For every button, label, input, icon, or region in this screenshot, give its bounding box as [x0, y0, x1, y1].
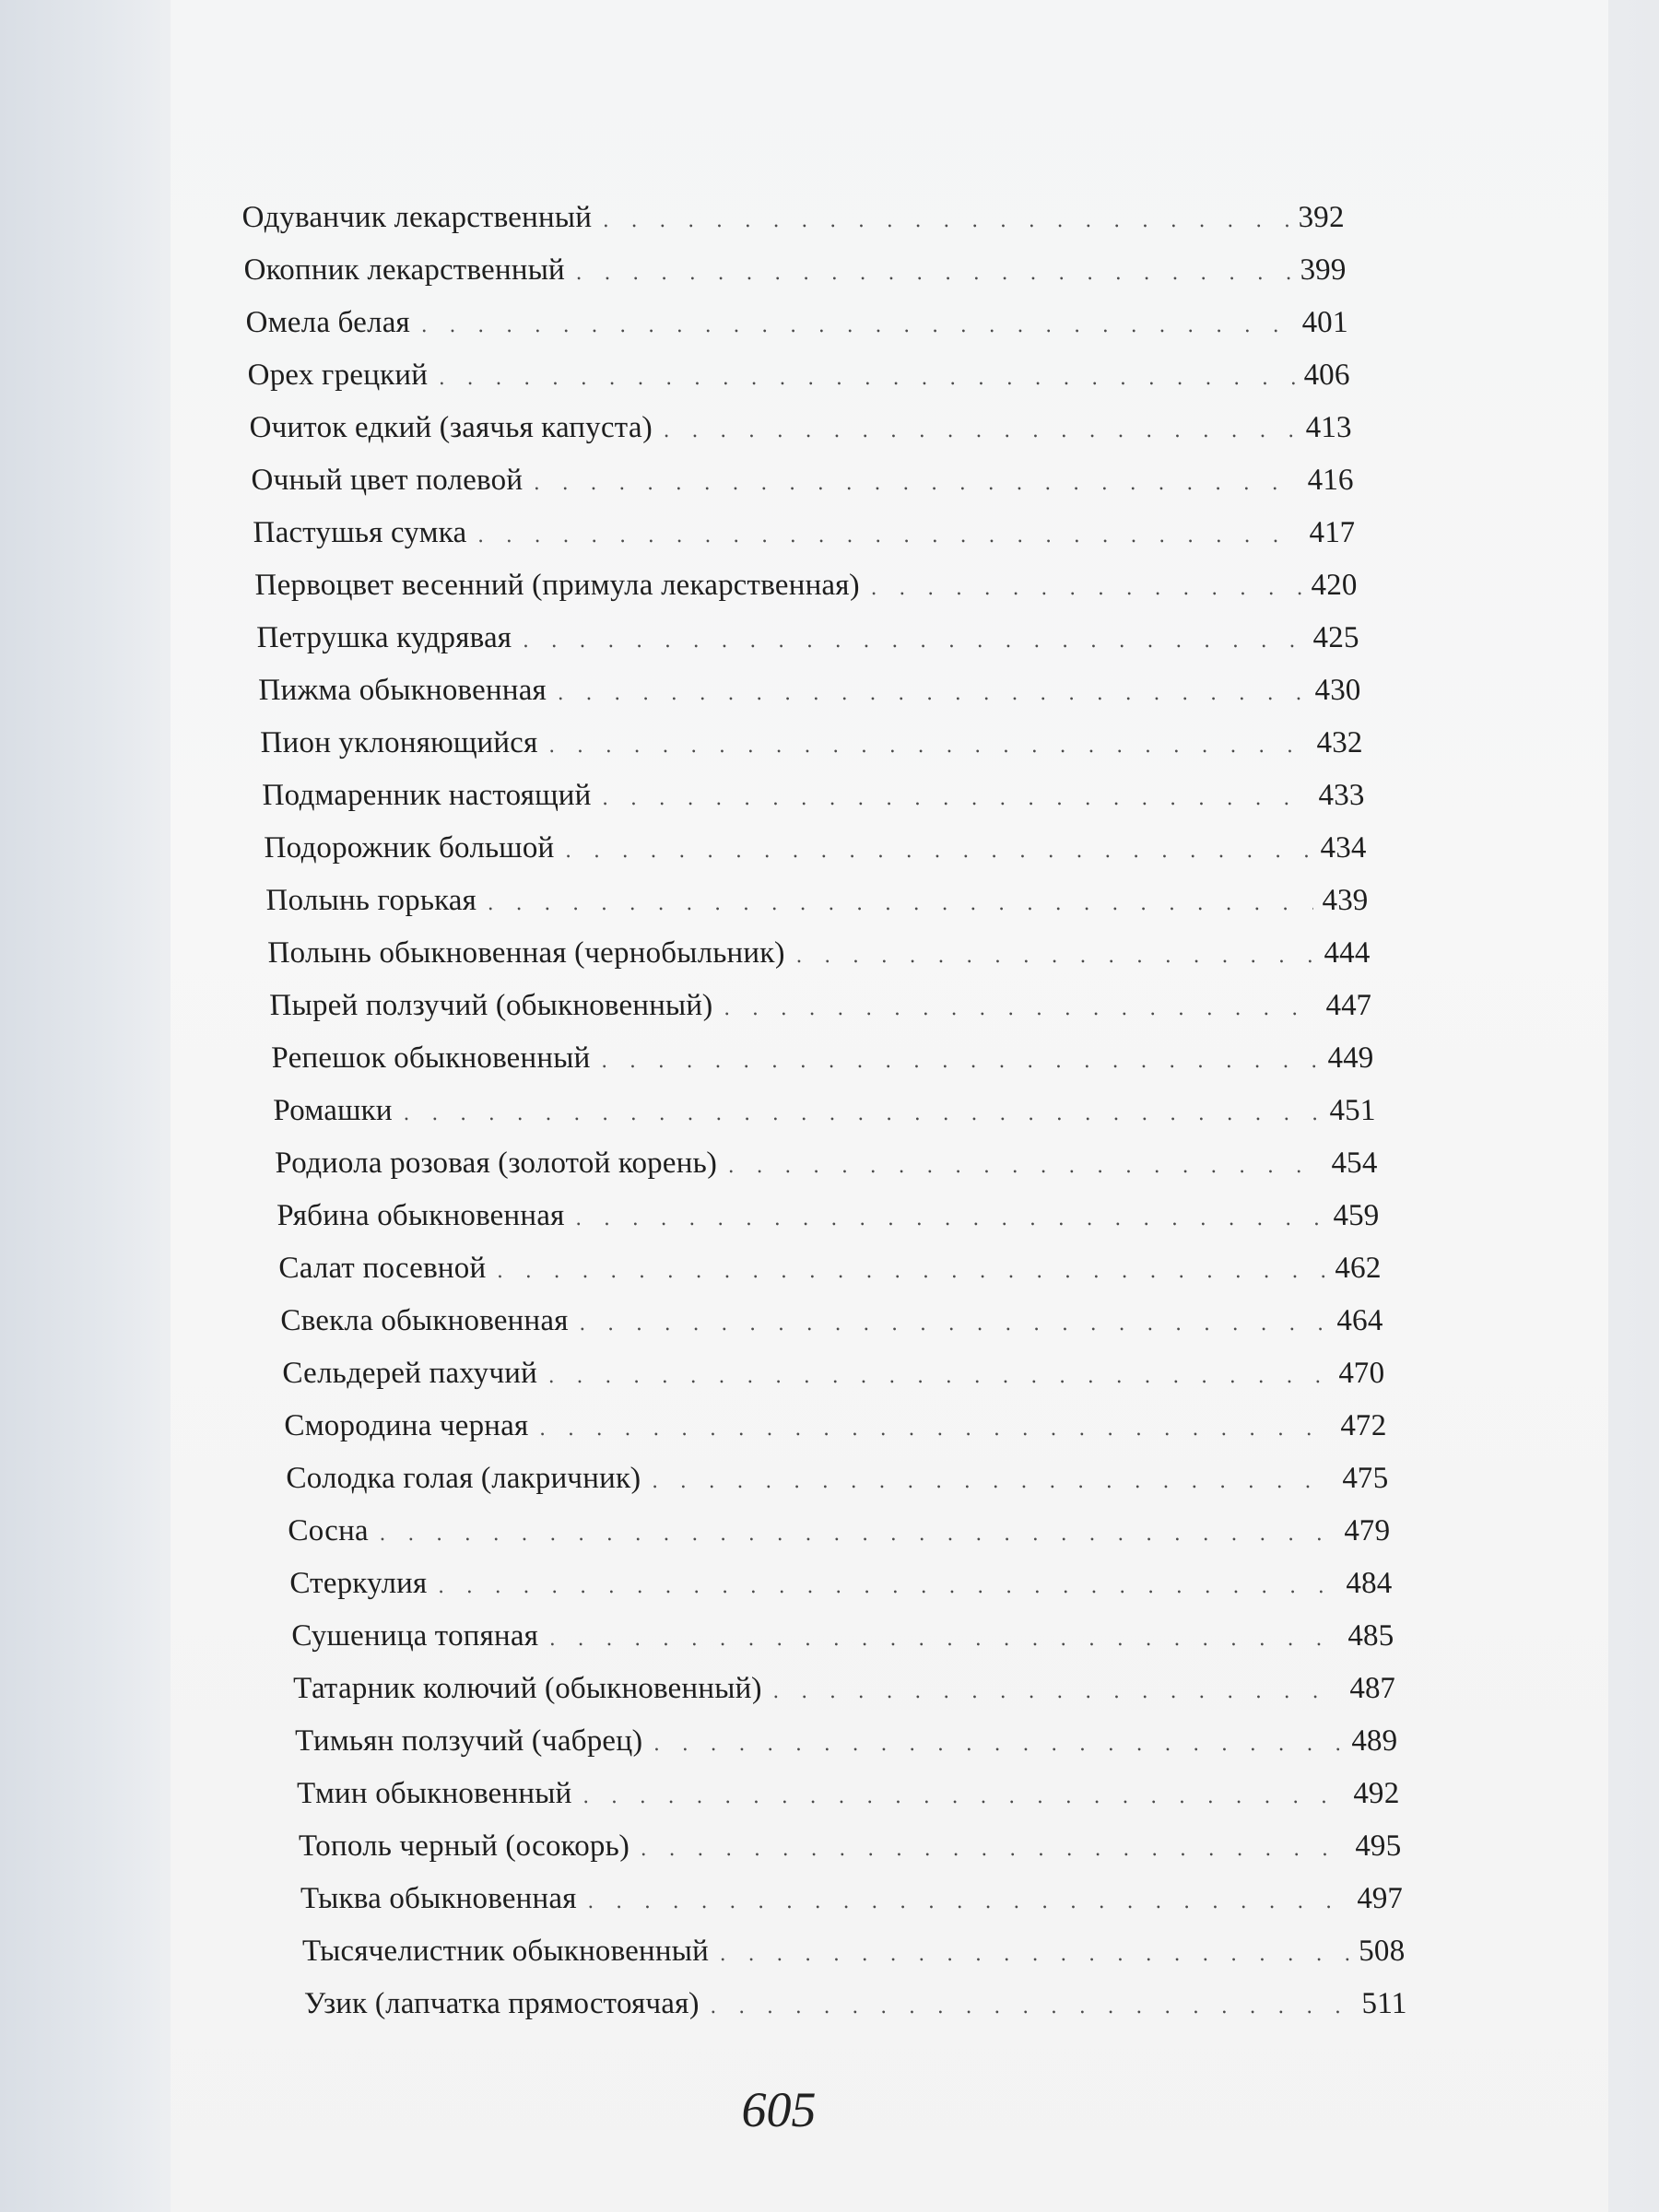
- dot-leader: [557, 681, 1306, 706]
- toc-entry: [271, 1041, 1375, 1094]
- toc-entry-page: 470: [1337, 1357, 1386, 1390]
- dot-leader: [728, 1154, 1323, 1179]
- dot-leader: [575, 261, 1291, 286]
- toc-entry-title: Омела белая: [244, 306, 411, 339]
- toc-entry-title: Подмаренник настоящий: [261, 779, 592, 812]
- dot-leader: [420, 313, 1293, 338]
- toc-entry-page: 497: [1356, 1882, 1404, 1915]
- toc-entry: [269, 989, 1373, 1041]
- toc-entry-page: 464: [1335, 1304, 1384, 1337]
- toc-entry-title: Тмин обыкновенный: [296, 1777, 573, 1810]
- toc-entry-title: Сушеница топяная: [290, 1619, 539, 1653]
- toc-entry-page: 511: [1360, 1987, 1407, 2020]
- toc-entry-page: 508: [1358, 1935, 1406, 1968]
- toc-entry-page: 459: [1332, 1199, 1381, 1232]
- toc-entry-title: Полынь обыкновенная (чернобыльник): [266, 936, 786, 970]
- dot-leader: [523, 629, 1304, 653]
- toc-entry-title: Первоцвет весенний (примула лекарственная): [253, 569, 861, 602]
- dot-leader: [870, 576, 1302, 601]
- dot-leader: [575, 1206, 1324, 1231]
- toc-entry: [291, 1619, 1395, 1672]
- toc-entry: [302, 1935, 1406, 1987]
- toc-entry-page: 433: [1317, 779, 1366, 812]
- toc-entry-page: 489: [1350, 1724, 1398, 1758]
- toc-entry-page: 425: [1312, 621, 1360, 654]
- dot-leader: [587, 1889, 1348, 1914]
- toc-entry: [256, 621, 1360, 674]
- page-number: 605: [741, 2082, 817, 2137]
- toc-entry-page: 432: [1315, 726, 1364, 759]
- toc-entry-title: Пижма обыкновенная: [257, 674, 547, 707]
- dot-leader: [724, 996, 1317, 1021]
- toc-entry: [260, 726, 1364, 779]
- dot-leader: [582, 1784, 1345, 1809]
- toc-entry: [247, 359, 1351, 411]
- toc-entry-page: 454: [1330, 1147, 1379, 1180]
- toc-entry: [288, 1514, 1392, 1567]
- toc-entry-page: 484: [1345, 1567, 1394, 1600]
- dot-leader: [534, 471, 1299, 496]
- toc-entry-page: 462: [1334, 1252, 1382, 1285]
- toc-entry: [262, 779, 1366, 831]
- toc-entry-title: Родиола розовая (золотой корень): [274, 1147, 718, 1180]
- toc-entry: [264, 831, 1368, 884]
- toc-entry-page: 472: [1339, 1409, 1388, 1442]
- toc-entry-page: 413: [1304, 411, 1353, 444]
- toc-entry-title: Салат посевной: [277, 1252, 487, 1285]
- toc-entry: [278, 1252, 1382, 1304]
- toc-entry-title: Пырей ползучий (обыкновенный): [268, 989, 714, 1022]
- dot-leader: [565, 839, 1312, 864]
- toc-entry: [241, 201, 1346, 253]
- toc-entry-title: Стеркулия: [288, 1567, 428, 1600]
- dot-leader: [602, 786, 1310, 811]
- toc-entry-title: Очиток едкий (заячья капуста): [248, 411, 653, 444]
- dot-leader: [641, 1837, 1347, 1862]
- toc-entry-title: Свекла обыкновенная: [279, 1304, 570, 1337]
- toc-entry: [286, 1462, 1390, 1514]
- toc-entry-page: 495: [1354, 1830, 1402, 1863]
- dot-leader: [710, 1994, 1353, 2019]
- toc-entry-title: Ромашки: [272, 1094, 394, 1127]
- toc-entry: [254, 569, 1359, 621]
- toc-entry-title: Окопник лекарственный: [242, 253, 566, 287]
- toc-entry-page: 416: [1306, 464, 1355, 497]
- dot-leader: [488, 891, 1313, 916]
- toc-entry-title: Тополь черный (осокорь): [298, 1830, 630, 1863]
- toc-entry: [293, 1672, 1397, 1724]
- toc-entry-page: 492: [1352, 1777, 1400, 1810]
- dot-leader: [548, 734, 1308, 759]
- toc-entry: [282, 1357, 1386, 1409]
- toc-entry: [295, 1724, 1399, 1777]
- dot-leader: [438, 1574, 1337, 1599]
- dot-leader: [601, 1049, 1319, 1074]
- toc-entry-title: Тимьян ползучий (чабрец): [294, 1724, 643, 1758]
- toc-entry: [300, 1882, 1405, 1935]
- toc-entry: [243, 253, 1347, 306]
- toc-entry-title: Татарник колючий (обыкновенный): [292, 1672, 763, 1705]
- toc-entry-page: 487: [1348, 1672, 1396, 1705]
- dot-leader: [795, 944, 1315, 969]
- toc-entry-page: 434: [1319, 831, 1368, 865]
- toc-entry-title: Пион уклоняющийся: [259, 726, 539, 759]
- toc-entry: [276, 1199, 1381, 1252]
- toc-entry: [304, 1987, 1408, 2040]
- toc-entry-title: Рябина обыкновенная: [276, 1199, 565, 1232]
- toc-entry-page: 444: [1323, 936, 1371, 970]
- toc-entry-page: 399: [1299, 253, 1347, 287]
- toc-entry-title: Узик (лапчатка прямостоячая): [303, 1987, 700, 2020]
- toc-entry-page: 447: [1324, 989, 1373, 1022]
- toc-entry: [251, 464, 1355, 516]
- dot-leader: [579, 1312, 1328, 1336]
- toc-entry-title: Смородина черная: [283, 1409, 529, 1442]
- toc-entry: [299, 1830, 1403, 1882]
- toc-entry: [284, 1409, 1388, 1462]
- toc-entry-page: 485: [1347, 1619, 1395, 1653]
- dot-leader: [720, 1942, 1350, 1967]
- toc-entry: [280, 1304, 1384, 1357]
- dot-leader: [652, 1469, 1334, 1494]
- toc-entry: [297, 1777, 1401, 1830]
- toc-entry-page: 451: [1328, 1094, 1377, 1127]
- toc-entry: [249, 411, 1353, 464]
- dot-leader: [439, 366, 1295, 391]
- dot-leader: [403, 1101, 1321, 1126]
- toc-entry-title: Сосна: [287, 1514, 370, 1547]
- toc-entry-page: 430: [1313, 674, 1362, 707]
- toc-entry: [267, 936, 1371, 989]
- toc-entry-page: 439: [1321, 884, 1370, 917]
- dot-leader: [548, 1364, 1330, 1389]
- dot-leader: [603, 208, 1289, 233]
- toc-entry-page: 406: [1302, 359, 1351, 392]
- toc-entry-page: 401: [1300, 306, 1349, 339]
- toc-entry: [258, 674, 1362, 726]
- dot-leader: [379, 1522, 1335, 1547]
- toc-entry-title: Солодка голая (лакричник): [285, 1462, 641, 1495]
- toc-entry-title: Орех грецкий: [246, 359, 429, 392]
- toc-entry-page: 420: [1310, 569, 1359, 602]
- toc-entry-title: Полынь горькая: [265, 884, 477, 917]
- dot-leader: [497, 1259, 1326, 1284]
- toc-entry: [275, 1147, 1379, 1199]
- toc-entry: [265, 884, 1370, 936]
- dot-leader: [549, 1627, 1339, 1652]
- dot-leader: [772, 1679, 1341, 1704]
- toc-entry-title: Очный цвет полевой: [250, 464, 524, 497]
- toc-entry-title: Тысячелистник обыкновенный: [301, 1935, 710, 1968]
- dot-leader: [539, 1417, 1332, 1441]
- toc-entry-page: 475: [1341, 1462, 1390, 1495]
- toc-entry-title: Одуванчик лекарственный: [241, 201, 593, 234]
- toc-entry-page: 417: [1308, 516, 1357, 549]
- toc-entry-title: Сельдерей пахучий: [281, 1357, 538, 1390]
- dot-leader: [663, 418, 1297, 443]
- table-of-contents: [241, 201, 1408, 2040]
- toc-entry-title: Пастушья сумка: [252, 516, 467, 549]
- dot-leader: [477, 524, 1300, 548]
- toc-entry: [253, 516, 1357, 569]
- toc-entry: [289, 1567, 1394, 1619]
- toc-entry-title: Репешок обыкновенный: [270, 1041, 592, 1075]
- toc-entry: [245, 306, 1349, 359]
- toc-entry-title: Тыква обыкновенная: [300, 1882, 578, 1915]
- toc-entry: [273, 1094, 1377, 1147]
- toc-entry-title: Петрушка кудрявая: [255, 621, 512, 654]
- dot-leader: [653, 1732, 1343, 1757]
- toc-entry-page: 392: [1297, 201, 1346, 234]
- toc-entry-title: Подорожник большой: [263, 831, 555, 865]
- toc-entry-page: 479: [1343, 1514, 1392, 1547]
- toc-entry-page: 449: [1326, 1041, 1375, 1075]
